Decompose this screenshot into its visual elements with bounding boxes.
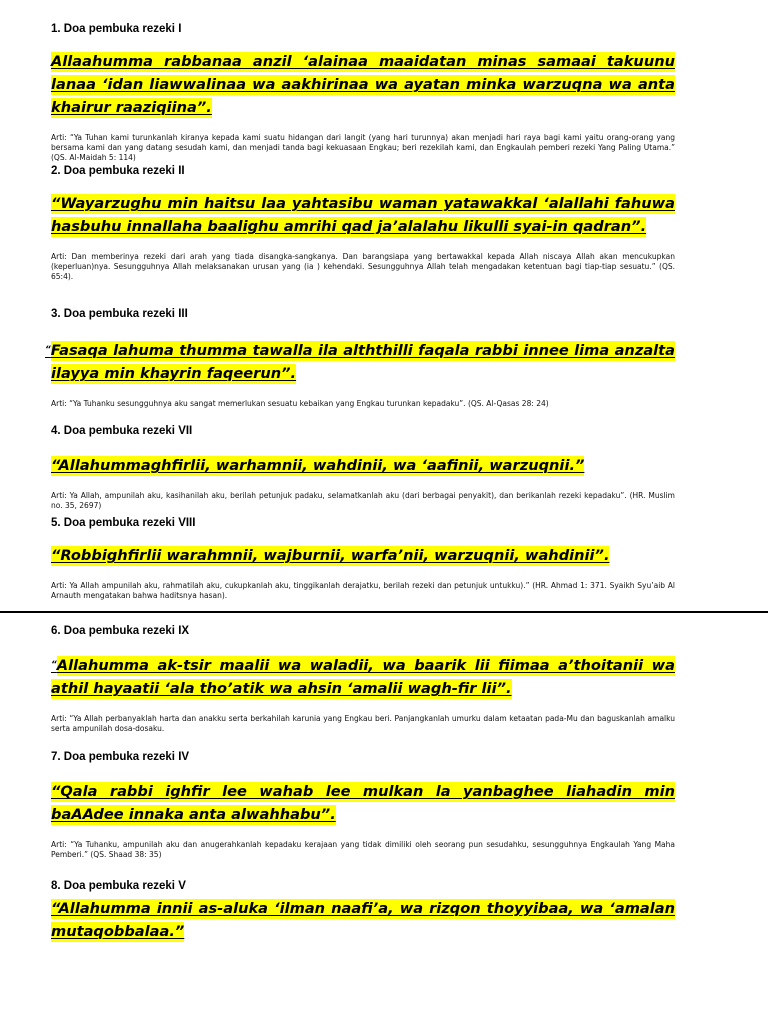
prayer-text [51, 544, 675, 567]
translation-text: Arti: “Ya Tuhan kami turunkanlah kiranya kepada kami suatu hidangan dari langit (yang hari turunnya) akan menjadi hari raya bagi kami yaitu orang-orang yang bersama kami dan yang datang sesudah kami, dan menjadi tanda bagi kekuasaan Engkau; beri rezekilah kami, dan Engkaulah pemberi rezeki Yang Paling Utama.” (QS. Al-Maidah 5: 114) [51, 133, 675, 162]
section-4 [51, 424, 675, 511]
prayer-text [51, 192, 675, 238]
section-2 [51, 164, 675, 282]
prayer-text [51, 897, 675, 943]
opening-quote: “ [45, 345, 51, 355]
prayer-text [51, 654, 675, 700]
translation-text: Arti: Ya Allah ampunilah aku, rahmatilah aku, cukupkanlah aku, tinggikanlah derajatku, berilah rezeki dan petunjuk untukku).” (HR. Ahmad 1: 371. Syaikh Syu’aib Al Arnauth mengatakan bahwa haditsnya hasan). [51, 581, 675, 600]
prayer-text [51, 454, 675, 477]
prayer-highlight: “Allahummaghfirlii, warhamnii, wahdinii, wa ‘aafinii, warzuqnii.” [51, 457, 585, 474]
document-page-2 [0, 614, 768, 1024]
translation-text: Arti: “Ya Tuhanku sesungguhnya aku sangat memerlukan sesuatu kebaikan yang Engkau turunkan kepadaku”. (QS. Al-Qasas 28: 24) [51, 399, 549, 408]
prayer-text [51, 50, 675, 119]
section-heading: 1. Doa pembuka rezeki I [51, 23, 182, 35]
section-6 [51, 624, 675, 734]
prayer-highlight: Allahumma ak-tsir maalii wa waladii, wa baarik lii fiimaa a’thoitanii wa athil hayaatii ‘ala tho’atik wa ahsin ‘amalii wagh-fir lii”. [51, 657, 675, 697]
prayer-highlight: “Robbighfirlii warahmnii, wajburnii, warfa’nii, warzuqnii, wahdinii”. [51, 547, 610, 564]
prayer-highlight: Fasaqa lahuma thumma tawalla ila alththilli faqala rabbi innee lima anzalta ilayya min khayrin faqeerun”. [50, 342, 675, 382]
prayer-text [51, 780, 675, 826]
translation-text: Arti: “Ya Allah perbanyaklah harta dan anakku serta berkahilah karunia yang Engkau beri. Panjangkanlah umurku dalam ketaatan pada-Mu dan baguskanlah amalku serta ampunilah dosa-dosaku. [51, 714, 675, 733]
section-heading: 5. Doa pembuka rezeki VIII [51, 517, 196, 529]
section-heading: 8. Doa pembuka rezeki V [51, 880, 186, 892]
prayer-highlight: Allaahumma rabbanaa anzil ‘alainaa maaidatan minas samaai takuunu lanaa ‘idan liawwalinaa wa aakhirinaa wa ayatan minka warzuqna wa anta khairur raaziqiina”. [51, 53, 675, 116]
translation-text: Arti: Ya Allah, ampunilah aku, kasihanilah aku, berilah petunjuk padaku, selamatkanlah aku (dari berbagai penyakit), dan berikanlah rezeki kepadaku”. (HR. Muslim no. 35, 2697) [51, 491, 675, 510]
section-heading: 4. Doa pembuka rezeki VII [51, 425, 193, 437]
section-heading: 3. Doa pembuka rezeki III [51, 308, 188, 320]
opening-quote: “ [51, 660, 57, 670]
section-3 [45, 307, 675, 409]
section-heading: 6. Doa pembuka rezeki IX [51, 625, 190, 637]
section-8 [51, 879, 675, 943]
section-1 [51, 22, 675, 163]
page-break-line [0, 611, 768, 613]
prayer-highlight: “Qala rabbi ighfir lee wahab lee mulkan la yanbaghee liahadin min baAAdee innaka anta alwahhabu”. [51, 783, 675, 823]
prayer-text [45, 339, 675, 385]
section-heading: 7. Doa pembuka rezeki IV [51, 751, 190, 763]
translation-text: Arti: “Ya Tuhanku, ampunilah aku dan anugerahkanlah kepadaku kerajaan yang tidak dimiliki oleh seorang pun sesudahku, sesungguhnya Engkaulah Yang Maha Pemberi.” (QS. Shaad 38: 35) [51, 840, 675, 859]
section-7 [51, 750, 675, 860]
prayer-highlight: “Wayarzughu min haitsu laa yahtasibu waman yatawakkal ‘alallahi fahuwa hasbuhu innallaha baalighu amrihi qad ja’alalahu likulli syai-in qadran”. [51, 195, 675, 235]
section-5 [51, 516, 675, 601]
prayer-highlight: “Allahumma innii as-aluka ‘ilman naafi’a, wa rizqon thoyyibaa, wa ‘amalan mutaqobbalaa.” [51, 900, 675, 940]
section-heading: 2. Doa pembuka rezeki II [51, 165, 185, 177]
translation-text: Arti: Dan memberinya rezeki dari arah yang tiada disangka-sangkanya. Dan barangsiapa yang bertawakkal kepada Allah niscaya Allah akan mencukupkan (keperluan)nya. Sesungguhnya Allah melaksanakan urusan yang (ia ) kehendaki. Sesungguhnya Allah telah mengadakan ketentuan bagi tiap-tiap sesuatu.” (QS. 65:4). [51, 252, 675, 281]
